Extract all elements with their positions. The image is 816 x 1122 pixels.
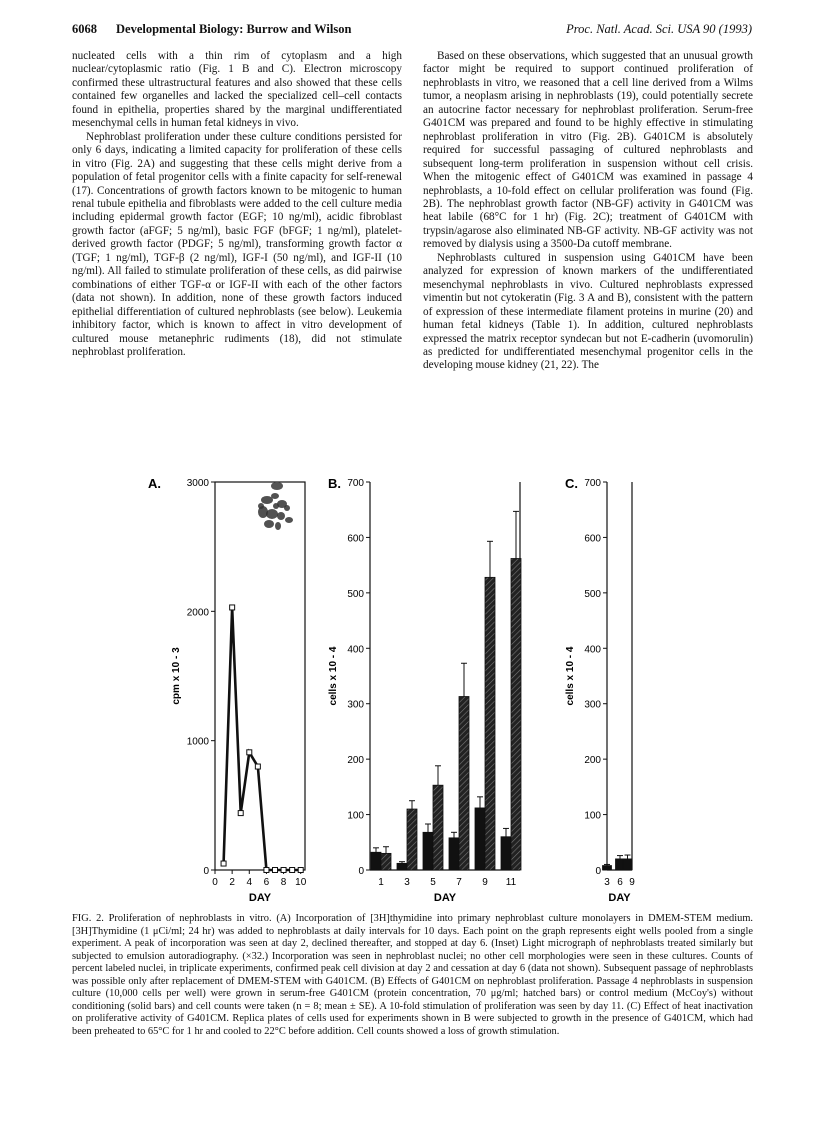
bar-control [397, 863, 407, 870]
x-axis-label: DAY [608, 892, 631, 904]
y-tick-label: 2000 [186, 607, 209, 619]
plot-frame [215, 482, 305, 870]
y-tick-label: 100 [584, 810, 601, 822]
y-tick-label: 500 [584, 588, 601, 600]
y-axis-label: cells x 10 - 4 [328, 646, 339, 706]
panel-b [328, 476, 521, 904]
paragraph: nucleated cells with a thin rim of cytoplasm and a high nuclear/cytoplasmic ratio (Fig. 1 B and C). Electron microscopy confirmed these ultrastructural features and also showed that these cells contained few organelles and lacked the specialized cell–cell contacts found in epithelia, properties shared by the marginal undifferentiated mesenchymal cells in human fetal kidneys in vivo. [72, 50, 402, 130]
data-line [224, 607, 301, 870]
panel-label: C. [565, 476, 578, 491]
y-tick-label: 600 [347, 533, 364, 545]
cell-nucleus [271, 493, 279, 499]
bar-heat-inactivated [603, 866, 612, 870]
x-axis-label: DAY [248, 892, 272, 904]
data-point [290, 868, 295, 873]
cell-nucleus [275, 522, 281, 530]
x-tick-label: 4 [246, 877, 253, 888]
panel-label: B. [328, 476, 341, 491]
y-tick-label: 200 [347, 755, 364, 767]
bar-g401cm [433, 785, 443, 870]
inset-micrograph [258, 482, 293, 530]
page-header [72, 22, 752, 38]
y-tick-label: 200 [584, 755, 601, 767]
y-axis-label: cpm x 10 - 3 [171, 647, 182, 705]
paragraph: Nephroblasts cultured in suspension using G401CM have been analyzed for expression of known markers of the undifferentiated mesenchymal nephroblasts in vivo. Cultured nephroblasts expressed vimentin but not cytokeratin (Fig. 3 A and B), consistent with the pattern of expression of these intermediate filament proteins in murine (20) and human fetal kidneys (Table 1). In addition, cultured nephroblasts expressed the matrix receptor syndecan but not E-cadherin (uvomorulin) as predicted for undifferentiated mesenchymal progenitor cells in the developing mouse kidney (21, 22). The [423, 251, 753, 372]
y-tick-label: 1000 [186, 736, 209, 748]
cell-nucleus [284, 505, 290, 511]
figure-caption: FIG. 2. Proliferation of nephroblasts in vitro. (A) Incorporation of [3H]thymidine into primary nephroblast culture monolayers in DMEM-STEM medium. [3H]Thymidine (1 μCi/ml; 24 hr) was added to nephroblasts at daily intervals for 10 days. Each point on the graph represents eight wells pooled from a single experiment. A peak of incorporation was seen at day 2, declined thereafter, and stopped at day 6. (Inset) Light micrograph of nephroblasts treated similarly but subjected to emulsion autoradiography. (×32.) Incorporation was seen in nephroblast nuclei; no other cell morphologies were seen in these cultures. Counts of percent labeled nuclei, in triplicate experiments, confirmed peak cell division at day 2 and cessation at day 6 (data not shown). Subsequent passage of nephroblasts was possible only after replacement of DMEM-STEM with G401CM. (B) Effects of G401CM on nephroblast proliferation. Passage 4 nephroblasts in suspension culture (10,000 cells per well) were grown in serum-free G401CM (protein concentration, 70 μg/ml; hatched bars) or control medium (McCoy's) without conditioning (solid bars) and cell counts were taken (n = 8; mean ± SE). A 10-fold stimulation of proliferation was seen by day 11. (C) Effect of heat inactivation on proliferative activity of G401CM. Replica plates of cells used for experiments shown in B were subjected to growth in the presence of G401CM, which had been preheated to 65°C for 1 hr and cooled to 22°C before addition. Cell counts showed a loss of growth stimulation. [72, 913, 753, 1037]
bar-control [449, 838, 459, 870]
running-title: Developmental Biology: Burrow and Wilson [116, 22, 352, 36]
y-tick-label: 300 [584, 699, 601, 711]
figure-2 [120, 470, 640, 915]
y-tick-label: 500 [347, 588, 364, 600]
x-tick-label: 0 [212, 877, 218, 888]
data-point [281, 868, 286, 873]
cell-nucleus [264, 520, 274, 528]
data-point [264, 868, 269, 873]
bar-control [501, 837, 511, 870]
y-tick-label: 600 [584, 533, 601, 545]
x-tick-label: 9 [629, 877, 635, 888]
cell-nucleus [258, 503, 264, 509]
cell-nucleus [271, 482, 283, 490]
x-tick-label: 2 [229, 877, 235, 888]
data-point [247, 750, 252, 755]
data-point [238, 811, 243, 816]
journal-citation: Proc. Natl. Acad. Sci. USA 90 (1993) [566, 22, 752, 36]
x-tick-label: 6 [263, 877, 270, 888]
paragraph: Based on these observations, which suggested that an unusual growth factor might be required to support continued proliferation of nephroblasts in vitro, we reasoned that a cell line derived from a Wilms tumor, a neoplasm arising in nephroblasts (19), could potentially secrete an autocrine factor necessary for nephroblast proliferation. Serum-free G401CM was prepared and found to be highly effective in stimulating nephroblast proliferation in vitro (Fig. 2B). G401CM is absolutely required for successful passaging of cultured nephroblasts and subsequent long-term proliferation in suspension without cell crisis. When the mitogenic effect of G401CM was examined in passage 4 nephroblasts, a 10-fold effect on cellular proliferation was found (Fig. 2B). The nephroblast growth factor (NB-GF) activity in G401CM was heat labile (68°C for 1 hr) (Fig. 2C); treatment of G401CM with trypsin/agarose also eliminated NB-GF activity. NB-GF activity was not removed by dialysis using a 3500-Da cutoff membrane. [423, 50, 753, 251]
x-tick-label: 1 [378, 877, 384, 888]
y-tick-label: 700 [584, 478, 601, 489]
data-point [221, 861, 226, 866]
x-tick-label: 11 [505, 877, 517, 888]
y-tick-label: 0 [595, 866, 601, 877]
x-tick-label: 3 [604, 877, 610, 888]
cell-nucleus [266, 509, 278, 519]
x-tick-label: 5 [430, 877, 436, 888]
y-axis-label: cells x 10 - 4 [565, 646, 576, 706]
y-tick-label: 3000 [186, 478, 209, 489]
y-tick-label: 0 [358, 866, 364, 877]
bar-g401cm [381, 853, 391, 870]
bar-g401cm [407, 809, 417, 870]
bar-g401cm [459, 697, 469, 870]
data-point [230, 605, 235, 610]
y-tick-label: 0 [203, 866, 209, 877]
cell-nucleus [277, 512, 285, 520]
cell-nucleus [285, 517, 293, 523]
bar-control [475, 808, 485, 870]
y-tick-label: 700 [347, 478, 364, 489]
x-tick-label: 8 [280, 877, 287, 888]
bar-heat-inactivated [623, 859, 632, 870]
paragraph: Nephroblast proliferation under these culture conditions persisted for only 6 days, indicating a limited capacity for proliferation of these cells in vitro (Fig. 2A) and suggesting that these cells might derive from a population of fetal progenitor cells with a finite capacity for self-renewal (17). Concentrations of growth factors known to be mitogenic to human renal tubule epithelia and fibroblasts were added to the cell culture media including epidermal growth factor (EGF; 10 ng/ml), acidic fibroblast growth factor (aFGF; 5 ng/ml), basic FGF (bFGF; 1 ng/ml), platelet-derived growth factor (PDGF; 5 ng/ml), transforming growth factor α (TGF; 1 ng/ml), TGF-β (2 ng/ml), IGF-I (50 ng/ml), and IGF-II (10 ng/ml). All failed to stimulate proliferation of these cells, as did pairwise combinations of either TGF-α or IGF-II with each of the other factors (data not shown). In addition, none of these growth factors induced epithelial differentiation of cultured nephroblasts (see below). Leukemia inhibitory factor, which is known to affect in vitro development of cultured mouse metanephric rudiments (18), did not stimulate nephroblast proliferation. [72, 130, 402, 358]
y-tick-label: 100 [347, 810, 364, 822]
left-column [72, 50, 402, 359]
y-tick-label: 400 [347, 644, 364, 656]
panel-label: A. [148, 476, 161, 491]
x-tick-label: 7 [456, 877, 462, 888]
data-point [255, 764, 260, 769]
data-point [273, 868, 278, 873]
page-number: 6068 [72, 22, 97, 36]
panel-a [148, 476, 307, 904]
cell-nucleus [261, 496, 273, 504]
x-axis-label: DAY [433, 892, 457, 904]
cell-nucleus [273, 503, 279, 509]
bar-control [371, 852, 381, 870]
x-tick-label: 3 [404, 877, 410, 888]
panel-c [565, 476, 635, 904]
bar-g401cm [485, 577, 495, 870]
bar-g401cm [511, 558, 521, 870]
figure-2-chart [120, 470, 640, 910]
y-tick-label: 400 [584, 644, 601, 656]
x-tick-label: 10 [295, 877, 307, 888]
bar-control [423, 832, 433, 870]
y-tick-label: 300 [347, 699, 364, 711]
right-column [423, 50, 753, 373]
x-tick-label: 6 [617, 877, 623, 888]
data-point [298, 868, 303, 873]
x-tick-label: 9 [482, 877, 488, 888]
